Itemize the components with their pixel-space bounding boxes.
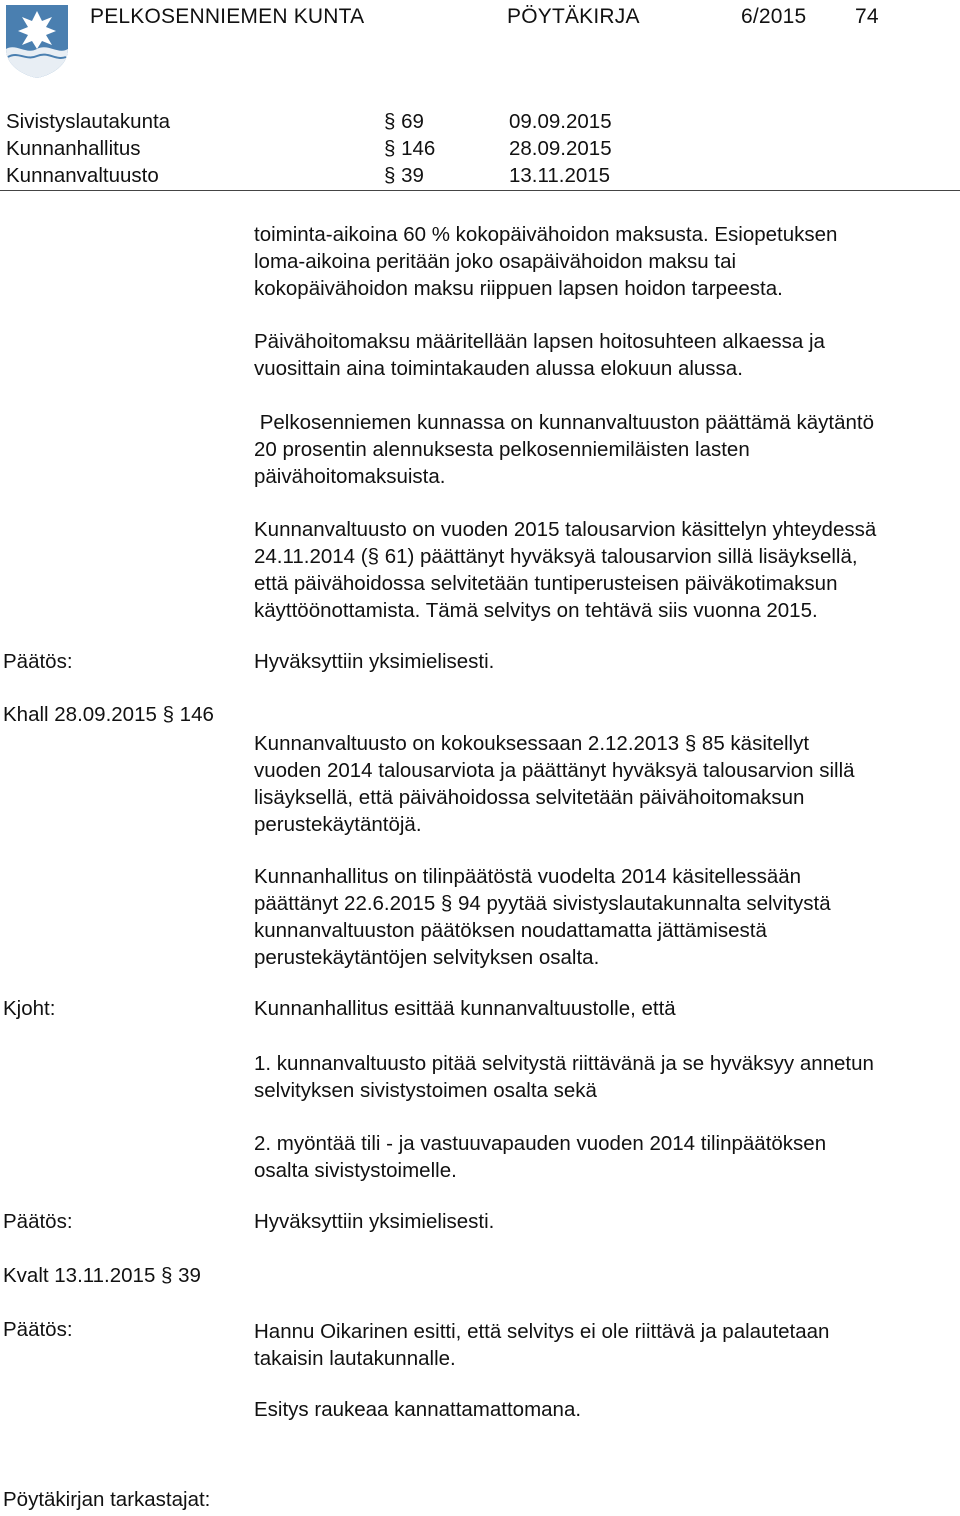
meeting-section: § 39 bbox=[384, 164, 424, 187]
text-line: kunnanvaltuuston päätöksen noudattamatta jättämisestä bbox=[254, 919, 767, 942]
issue-number: 6/2015 bbox=[741, 5, 807, 28]
text-line: selvityksen sivistystoimen osalta sekä bbox=[254, 1079, 597, 1102]
paragraph bbox=[254, 328, 960, 382]
municipality-name: PELKOSENNIEMEN KUNTA bbox=[90, 5, 365, 28]
meeting-date: 09.09.2015 bbox=[509, 110, 612, 133]
meeting-row bbox=[6, 110, 646, 136]
khall-section-label: Khall 28.09.2015 § 146 bbox=[3, 703, 214, 726]
reviewers-label: Pöytäkirjan tarkastajat: bbox=[3, 1488, 211, 1511]
decision-text: Hyväksyttiin yksimielisesti. bbox=[254, 650, 495, 673]
text-line: Kunnanvaltuusto on kokouksessaan 2.12.2013 § 85 käsitellyt bbox=[254, 732, 810, 755]
text-line: osalta sivistystoimelle. bbox=[254, 1159, 457, 1182]
meeting-row bbox=[6, 137, 646, 163]
text-line: perustekäytäntöjen selvityksen osalta. bbox=[254, 946, 600, 969]
kjoht-label: Kjoht: bbox=[3, 997, 56, 1020]
text-line: 1. kunnanvaltuusto pitää selvitystä riittävänä ja se hyväksyy annetun bbox=[254, 1052, 874, 1075]
text-line: 24.11.2014 (§ 61) päättänyt hyväksyä talousarvion sillä lisäyksellä, bbox=[254, 545, 858, 568]
text-line: kokopäivähoidon maksu riippuen lapsen hoidon tarpeesta. bbox=[254, 277, 783, 300]
kjoht-proposal: Kunnanhallitus esittää kunnanvaltuustolle, että bbox=[254, 997, 676, 1020]
meeting-date: 13.11.2015 bbox=[509, 164, 611, 187]
paragraph bbox=[254, 730, 960, 838]
text-line: päättänyt 22.6.2015 § 94 pyytää sivistyslautakunnalta selvitystä bbox=[254, 892, 831, 915]
kvalt-section-label: Kvalt 13.11.2015 § 39 bbox=[3, 1264, 201, 1287]
text-line: että päivähoidossa selvitetään tuntiperusteisen päiväkotimaksun bbox=[254, 572, 838, 595]
text-line: käyttöönottamista. Tämä selvitys on tehtävä siis vuonna 2015. bbox=[254, 599, 818, 622]
decision-text: Hyväksyttiin yksimielisesti. bbox=[254, 1210, 495, 1233]
text-line: vuoden 2014 talousarviota ja päättänyt hyväksyä talousarvion sillä bbox=[254, 759, 855, 782]
text-line: Kunnanvaltuusto on vuoden 2015 talousarvion käsittelyn yhteydessä bbox=[254, 518, 877, 541]
paragraph bbox=[254, 516, 960, 624]
meeting-body: Kunnanhallitus bbox=[6, 137, 141, 160]
text-line: toiminta-aikoina 60 % kokopäivähoidon maksusta. Esiopetuksen bbox=[254, 223, 838, 246]
text-line: 20 prosentin alennuksesta pelkosenniemiläisten lasten bbox=[254, 438, 750, 461]
meeting-body: Sivistyslautakunta bbox=[6, 110, 171, 133]
text-line: vuosittain aina toimintakauden alussa elokuun alussa. bbox=[254, 357, 743, 380]
text-line: Päivähoitomaksu määritellään lapsen hoitosuhteen alkaessa ja bbox=[254, 330, 825, 353]
paragraph bbox=[254, 863, 960, 971]
paragraph bbox=[254, 1318, 960, 1372]
meeting-body: Kunnanvaltuusto bbox=[6, 164, 159, 187]
text-line: Hannu Oikarinen esitti, että selvitys ei ole riittävä ja palautetaan bbox=[254, 1320, 830, 1343]
meeting-section: § 69 bbox=[384, 110, 424, 133]
meeting-date: 28.09.2015 bbox=[509, 137, 612, 160]
text-line: takaisin lautakunnalle. bbox=[254, 1347, 456, 1370]
text-line: loma-aikoina peritään joko osapäivähoidon maksu tai bbox=[254, 250, 737, 273]
decision-label: Päätös: bbox=[3, 1210, 73, 1233]
text-line: 2. myöntää tili - ja vastuuvapauden vuoden 2014 tilinpäätöksen bbox=[254, 1132, 827, 1155]
header-divider bbox=[0, 190, 960, 191]
coat-of-arms-icon bbox=[4, 3, 70, 79]
text-line: Pelkosenniemen kunnassa on kunnanvaltuuston päättämä käytäntö bbox=[254, 411, 874, 434]
meeting-row bbox=[6, 164, 646, 190]
proposal-item bbox=[254, 1050, 960, 1104]
paragraph bbox=[254, 409, 960, 490]
decision-label: Päätös: bbox=[3, 1318, 73, 1341]
text-line: lisäyksellä, että päivähoidossa selvitetään päivähoitomaksun bbox=[254, 786, 805, 809]
decision-label: Päätös: bbox=[3, 650, 73, 673]
proposal-item bbox=[254, 1130, 960, 1184]
meeting-section: § 146 bbox=[384, 137, 436, 160]
text-line: Kunnanhallitus on tilinpäätöstä vuodelta 2014 käsitellessään bbox=[254, 865, 802, 888]
decision-outcome: Esitys raukeaa kannattamattomana. bbox=[254, 1398, 582, 1421]
page-header bbox=[0, 0, 960, 80]
text-line: päivähoitomaksuista. bbox=[254, 465, 446, 488]
text-line: perustekäytäntöjä. bbox=[254, 813, 422, 836]
page-number: 74 bbox=[855, 5, 879, 28]
paragraph bbox=[254, 221, 960, 302]
document-type: PÖYTÄKIRJA bbox=[507, 5, 640, 28]
